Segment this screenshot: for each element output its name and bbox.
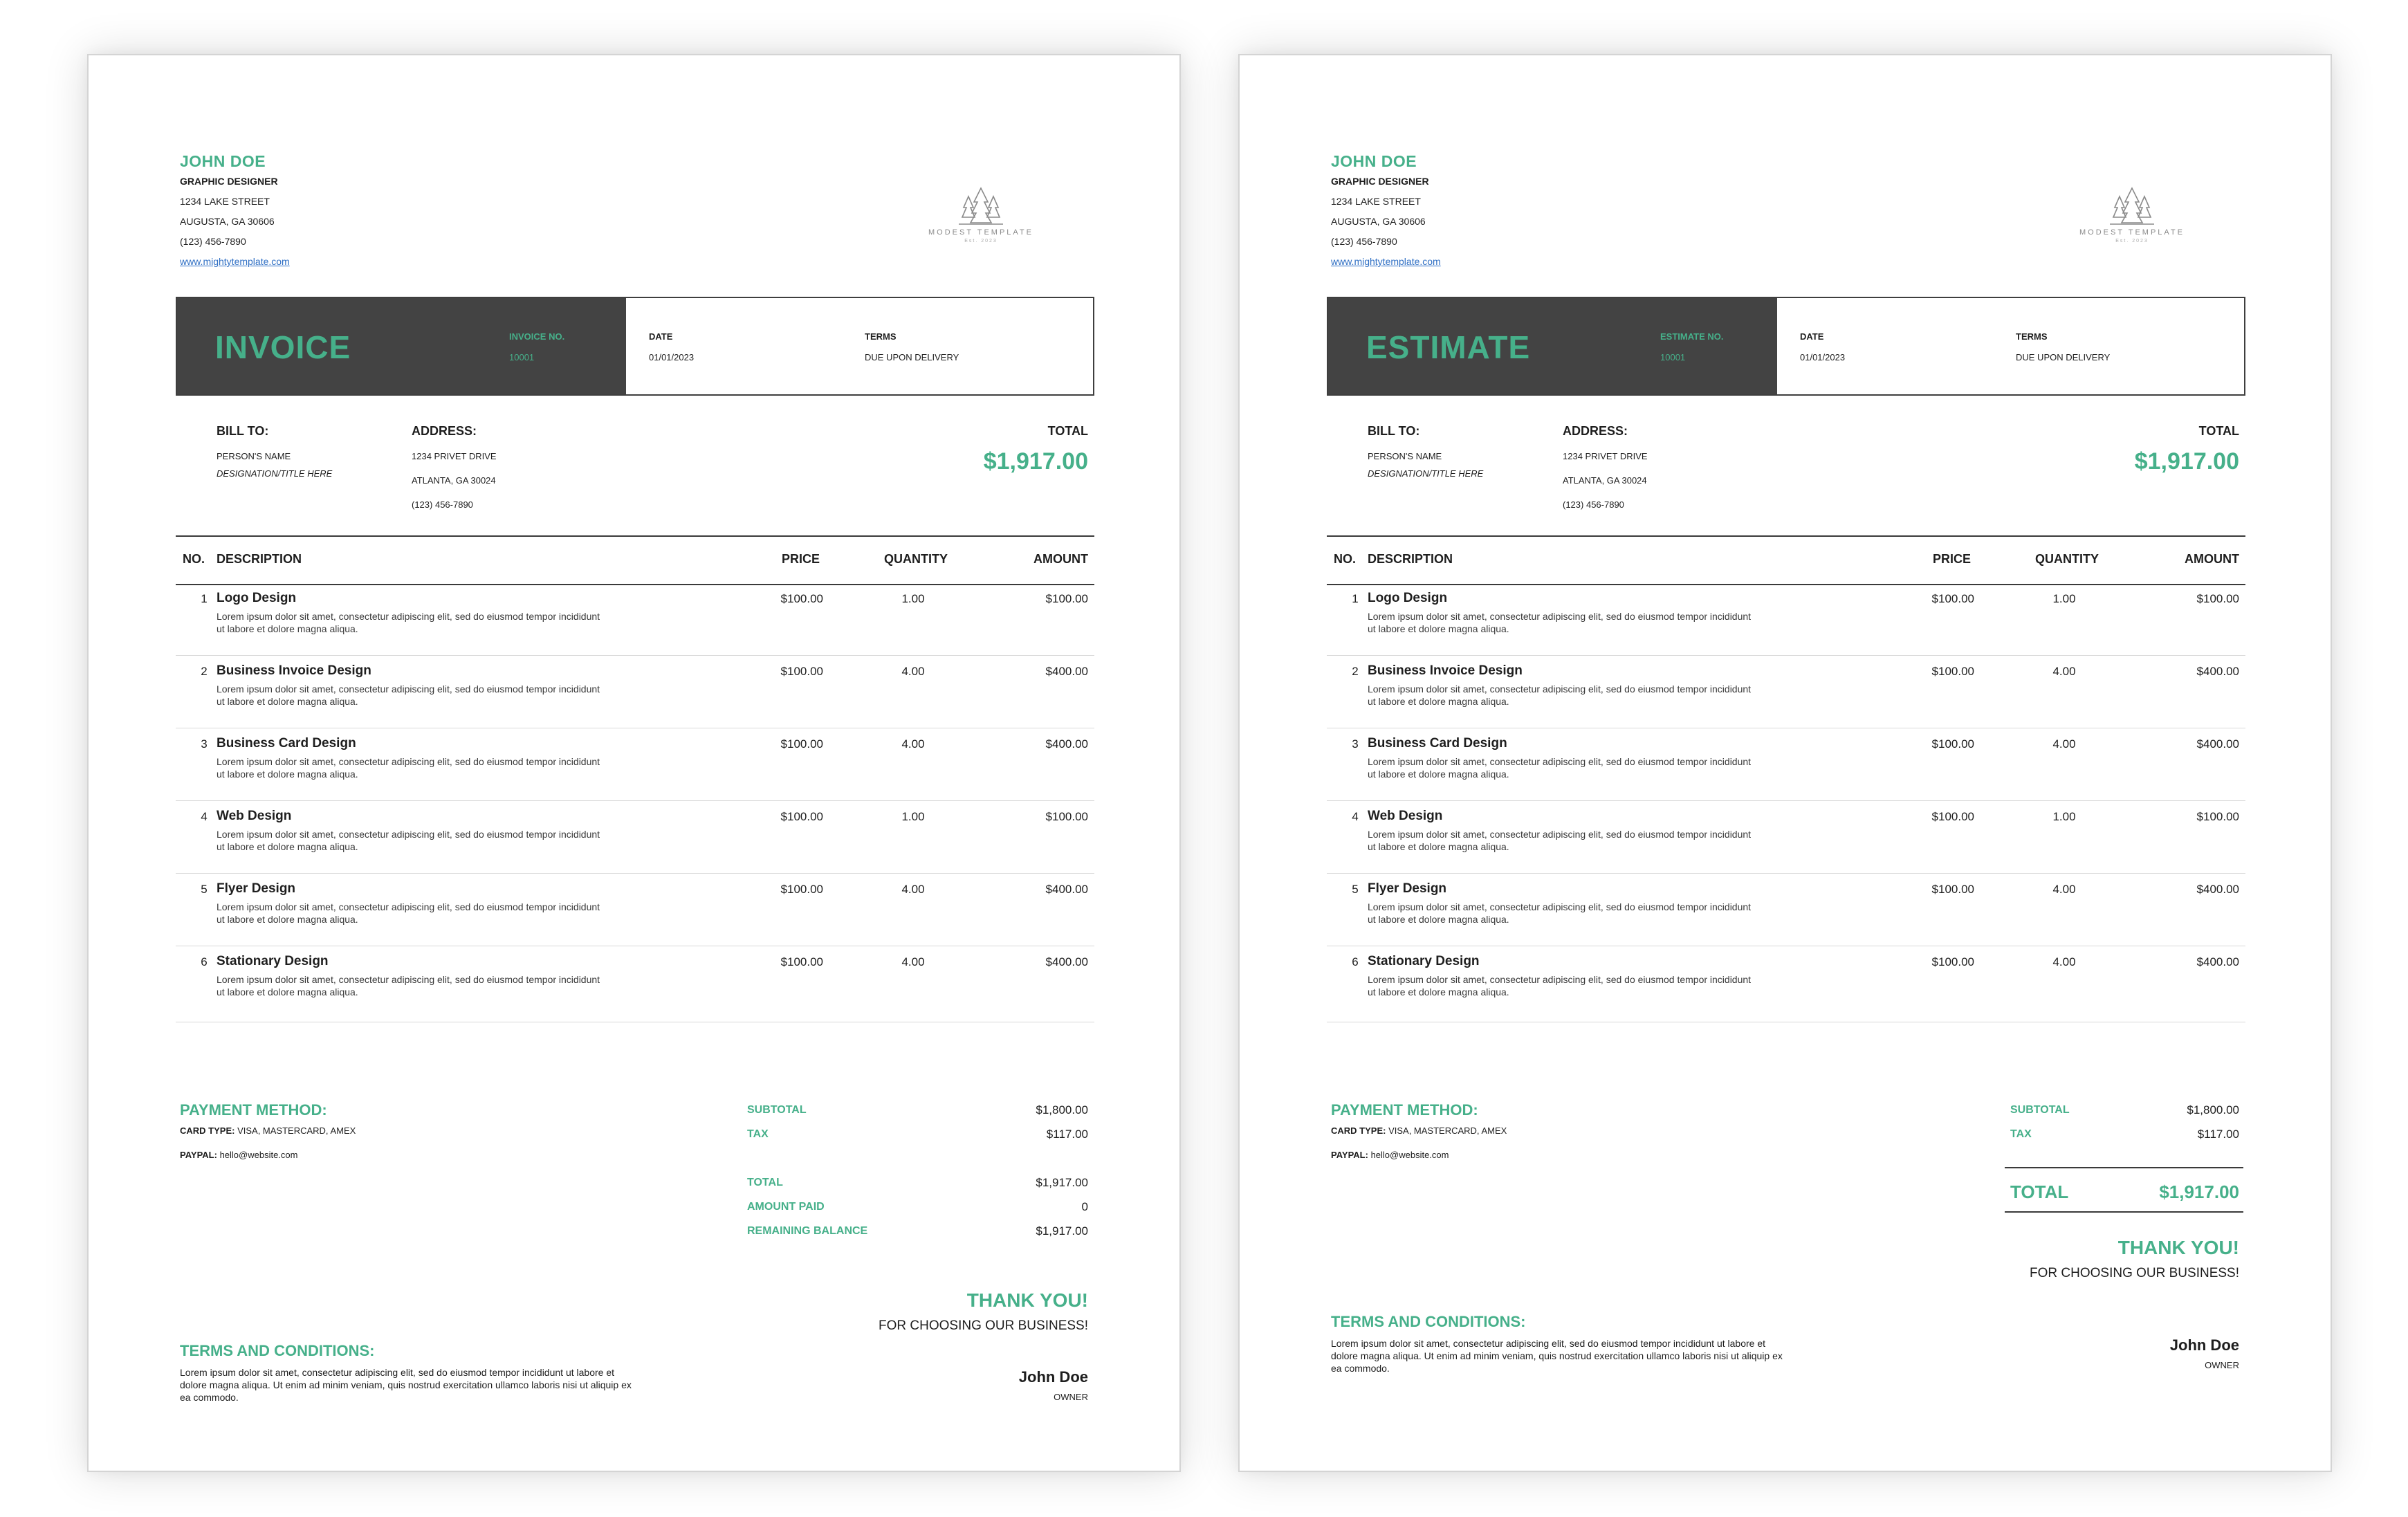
doc-title: ESTIMATE: [1366, 329, 1531, 365]
terms-title: TERMS AND CONDITIONS:: [180, 1342, 375, 1359]
logo-subtext: Est. 2023: [2115, 239, 2149, 243]
row-item-description: Lorem ipsum dolor sit amet, consectetur adipiscing elit, sed do eiusmod tempor incididunt ut labore et dolore magna aliqua.: [217, 974, 600, 997]
company-role: GRAPHIC DESIGNER: [180, 176, 278, 187]
invoice-number-label: INVOICE NO.: [509, 331, 565, 342]
row-item-name: Business Card Design: [217, 736, 356, 751]
row-price: $100.00: [1931, 592, 1974, 605]
card-type-label: CARD TYPE:: [180, 1125, 235, 1136]
date-label: DATE: [1800, 331, 1824, 342]
invoice-header-box: [176, 297, 1094, 396]
header-dark-panel: [177, 298, 626, 394]
row-quantity: 4.00: [2052, 737, 2076, 751]
row-item-name: Business Invoice Design: [217, 663, 371, 678]
amount-paid-label: AMOUNT PAID: [747, 1201, 825, 1213]
summary-total-value: $1,917.00: [1036, 1176, 1088, 1189]
bill-to-designation: DESIGNATION/TITLE HERE: [1368, 468, 1484, 479]
row-number: 4: [1352, 810, 1359, 823]
company-phone: (123) 456-7890: [1331, 236, 1397, 247]
row-quantity: 1.00: [2052, 592, 2076, 605]
bill-to-label: BILL TO:: [1368, 424, 1420, 438]
row-item-description: Lorem ipsum dolor sit amet, consectetur adipiscing elit, sed do eiusmod tempor incididunt ut labore et dolore magna aliqua.: [1368, 683, 1752, 707]
estimate-number-value: 10001: [1660, 352, 1686, 362]
row-number: 1: [1352, 592, 1359, 605]
row-amount: $100.00: [1045, 592, 1088, 605]
col-header-quantity: QUANTITY: [2035, 552, 2099, 566]
row-amount: $100.00: [1045, 810, 1088, 823]
row-item-description: Lorem ipsum dolor sit amet, consectetur adipiscing elit, sed do eiusmod tempor incididunt ut labore et dolore magna aliqua.: [1368, 901, 1752, 925]
row-item-name: Web Design: [1368, 809, 1443, 823]
header-dark-panel: [1328, 298, 1777, 394]
signature-name: John Doe: [2169, 1336, 2239, 1354]
row-number: 3: [201, 737, 208, 751]
company-street: 1234 LAKE STREET: [1331, 196, 1421, 207]
bill-to-person: PERSON'S NAME: [1368, 451, 1442, 461]
row-amount: $400.00: [1045, 665, 1088, 678]
row-price: $100.00: [1931, 810, 1974, 823]
row-amount: $100.00: [2196, 810, 2239, 823]
row-divider: [176, 873, 1094, 874]
pine-trees-icon: [953, 185, 1009, 226]
row-item-name: Logo Design: [217, 591, 297, 605]
row-price: $100.00: [1931, 665, 1974, 678]
row-amount: $400.00: [1045, 883, 1088, 896]
company-logo: [2073, 185, 2191, 255]
row-price: $100.00: [780, 665, 823, 678]
logo-text: MODEST TEMPLATE: [928, 228, 1033, 237]
total-value: $1,917.00: [2134, 448, 2239, 475]
company-website-link[interactable]: www.mightytemplate.com: [180, 256, 290, 267]
row-amount: $400.00: [1045, 737, 1088, 751]
estimate-number-label: ESTIMATE NO.: [1660, 331, 1724, 342]
bill-to-label: BILL TO:: [217, 424, 269, 438]
row-item-name: Flyer Design: [1368, 881, 1447, 896]
row-amount: $400.00: [2196, 883, 2239, 896]
row-number: 6: [201, 955, 208, 968]
row-item-description: Lorem ipsum dolor sit amet, consectetur adipiscing elit, sed do eiusmod tempor incididunt ut labore et dolore magna aliqua.: [1368, 974, 1752, 997]
row-divider: [176, 800, 1094, 801]
row-number: 6: [1352, 955, 1359, 968]
paypal-label: PAYPAL:: [180, 1150, 217, 1160]
row-quantity: 4.00: [901, 737, 925, 751]
row-quantity: 1.00: [901, 810, 925, 823]
company-logo: [922, 185, 1040, 255]
table-top-rule: [1327, 535, 2245, 537]
table-top-rule: [176, 535, 1094, 537]
row-number: 2: [1352, 665, 1359, 678]
address-label: ADDRESS:: [412, 424, 477, 438]
date-value: 01/01/2023: [1800, 352, 1846, 362]
row-item-description: Lorem ipsum dolor sit amet, consectetur adipiscing elit, sed do eiusmod tempor incididunt ut labore et dolore magna aliqua.: [1368, 756, 1752, 780]
row-quantity: 4.00: [2052, 883, 2076, 896]
paypal-value: hello@website.com: [219, 1150, 298, 1160]
row-quantity: 1.00: [901, 592, 925, 605]
row-item-name: Flyer Design: [217, 881, 296, 896]
terms-label: TERMS: [865, 331, 897, 342]
bill-to-designation: DESIGNATION/TITLE HERE: [217, 468, 333, 479]
estimate-page: [1238, 54, 2332, 1472]
payment-method-title: PAYMENT METHOD:: [180, 1101, 327, 1119]
col-header-no: NO.: [183, 552, 205, 566]
address-phone: (123) 456-7890: [412, 499, 473, 510]
col-header-quantity: QUANTITY: [884, 552, 948, 566]
row-price: $100.00: [780, 737, 823, 751]
card-type-value: VISA, MASTERCARD, AMEX: [1388, 1125, 1507, 1136]
pine-trees-icon: [2104, 185, 2160, 226]
tax-value: $117.00: [2197, 1128, 2239, 1141]
remaining-balance-value: $1,917.00: [1036, 1224, 1088, 1238]
payment-paypal-line: [1331, 1150, 1449, 1160]
estimate-header-box: [1327, 297, 2245, 396]
subtotal-value: $1,800.00: [1036, 1103, 1088, 1116]
summary-total-label: TOTAL: [747, 1177, 783, 1188]
row-amount: $400.00: [2196, 955, 2239, 968]
subtotal-value: $1,800.00: [2187, 1103, 2239, 1116]
row-price: $100.00: [780, 592, 823, 605]
col-header-no: NO.: [1334, 552, 1357, 566]
row-item-description: Lorem ipsum dolor sit amet, consectetur adipiscing elit, sed do eiusmod tempor incididunt ut labore et dolore magna aliqua.: [217, 683, 600, 707]
row-quantity: 4.00: [2052, 955, 2076, 968]
company-phone: (123) 456-7890: [180, 236, 246, 247]
row-item-name: Web Design: [217, 809, 292, 823]
payment-paypal-line: [180, 1150, 297, 1160]
row-divider: [1327, 873, 2245, 874]
row-price: $100.00: [1931, 955, 1974, 968]
row-number: 4: [201, 810, 208, 823]
logo-text: MODEST TEMPLATE: [2079, 228, 2185, 237]
col-header-amount: AMOUNT: [2185, 552, 2239, 566]
row-amount: $100.00: [2196, 592, 2239, 605]
row-quantity: 1.00: [2052, 810, 2076, 823]
address-line-1: 1234 PRIVET DRIVE: [1563, 451, 1648, 461]
terms-body: Lorem ipsum dolor sit amet, consectetur adipiscing elit, sed do eiusmod tempor incididunt ut labore et dolore magna aliqua. Ut enim ad minim veniam, quis nostrud exercitation ullamco laboris nisi ut aliquip ex ea commodo.: [1331, 1338, 1783, 1374]
terms-value: DUE UPON DELIVERY: [2016, 352, 2111, 362]
tax-label: TAX: [2010, 1128, 2032, 1140]
terms-value: DUE UPON DELIVERY: [865, 352, 959, 362]
row-divider: [1327, 655, 2245, 656]
col-header-description: DESCRIPTION: [1368, 552, 1453, 566]
amount-paid-value: 0: [1081, 1200, 1088, 1213]
summary-total-label: TOTAL: [2010, 1182, 2069, 1202]
remaining-balance-label: REMAINING BALANCE: [747, 1225, 868, 1237]
row-amount: $400.00: [2196, 737, 2239, 751]
company-street: 1234 LAKE STREET: [180, 196, 270, 207]
row-item-name: Stationary Design: [1368, 954, 1480, 968]
row-number: 3: [1352, 737, 1359, 751]
total-value: $1,917.00: [983, 448, 1088, 475]
row-item-description: Lorem ipsum dolor sit amet, consectetur adipiscing elit, sed do eiusmod tempor incididunt ut labore et dolore magna aliqua.: [1368, 611, 1752, 634]
invoice-number-value: 10001: [509, 352, 535, 362]
row-item-name: Stationary Design: [217, 954, 329, 968]
row-item-name: Business Invoice Design: [1368, 663, 1523, 678]
row-divider: [176, 655, 1094, 656]
address-line-1: 1234 PRIVET DRIVE: [412, 451, 497, 461]
row-item-description: Lorem ipsum dolor sit amet, consectetur adipiscing elit, sed do eiusmod tempor incididunt ut labore et dolore magna aliqua.: [217, 756, 600, 780]
paypal-label: PAYPAL:: [1331, 1150, 1368, 1160]
subtotal-label: SUBTOTAL: [747, 1104, 807, 1116]
row-quantity: 4.00: [901, 665, 925, 678]
row-quantity: 4.00: [2052, 665, 2076, 678]
company-city: AUGUSTA, GA 30606: [180, 216, 275, 227]
row-item-description: Lorem ipsum dolor sit amet, consectetur adipiscing elit, sed do eiusmod tempor incididunt ut labore et dolore magna aliqua.: [1368, 829, 1752, 852]
total-label: TOTAL: [2198, 424, 2239, 438]
row-number: 1: [201, 592, 208, 605]
row-item-description: Lorem ipsum dolor sit amet, consectetur adipiscing elit, sed do eiusmod tempor incididunt ut labore et dolore magna aliqua.: [217, 611, 600, 634]
tax-label: TAX: [747, 1128, 769, 1140]
row-price: $100.00: [780, 955, 823, 968]
row-item-description: Lorem ipsum dolor sit amet, consectetur adipiscing elit, sed do eiusmod tempor incididunt ut labore et dolore magna aliqua.: [217, 829, 600, 852]
row-number: 5: [201, 883, 208, 896]
doc-title: INVOICE: [215, 329, 351, 365]
col-header-price: PRICE: [1932, 552, 1971, 566]
col-header-description: DESCRIPTION: [217, 552, 302, 566]
tax-value: $117.00: [1046, 1128, 1088, 1141]
thank-you-title: THANK YOU!: [2117, 1237, 2239, 1258]
date-label: DATE: [649, 331, 673, 342]
col-header-price: PRICE: [781, 552, 820, 566]
bill-to-person: PERSON'S NAME: [217, 451, 291, 461]
row-amount: $400.00: [1045, 955, 1088, 968]
signature-role: OWNER: [1054, 1392, 1088, 1402]
date-value: 01/01/2023: [649, 352, 695, 362]
total-label: TOTAL: [1047, 424, 1088, 438]
paypal-value: hello@website.com: [1370, 1150, 1449, 1160]
invoice-page: [87, 54, 1181, 1472]
row-price: $100.00: [780, 883, 823, 896]
company-website-link[interactable]: www.mightytemplate.com: [1331, 256, 1441, 267]
terms-body: Lorem ipsum dolor sit amet, consectetur adipiscing elit, sed do eiusmod tempor incididunt ut labore et dolore magna aliqua. Ut enim ad minim veniam, quis nostrud exercitation ullamco laboris nisi ut aliquip ex ea commodo.: [180, 1367, 632, 1403]
company-role: GRAPHIC DESIGNER: [1331, 176, 1429, 187]
address-label: ADDRESS:: [1563, 424, 1628, 438]
payment-card-line: [1331, 1125, 1507, 1136]
summary-total-rule: [2005, 1167, 2243, 1168]
thank-you-title: THANK YOU!: [966, 1289, 1088, 1311]
row-price: $100.00: [1931, 883, 1974, 896]
card-type-value: VISA, MASTERCARD, AMEX: [237, 1125, 356, 1136]
thank-you-subtitle: FOR CHOOSING OUR BUSINESS!: [2030, 1266, 2239, 1280]
payment-card-line: [180, 1125, 356, 1136]
col-header-amount: AMOUNT: [1033, 552, 1088, 566]
row-price: $100.00: [780, 810, 823, 823]
signature-role: OWNER: [2205, 1360, 2239, 1370]
company-name: JOHN DOE: [180, 152, 266, 170]
logo-subtext: Est. 2023: [964, 239, 998, 243]
company-city: AUGUSTA, GA 30606: [1331, 216, 1426, 227]
row-item-description: Lorem ipsum dolor sit amet, consectetur adipiscing elit, sed do eiusmod tempor incididunt ut labore et dolore magna aliqua.: [217, 901, 600, 925]
address-phone: (123) 456-7890: [1563, 499, 1624, 510]
table-header-rule: [1327, 584, 2245, 585]
row-divider: [1327, 800, 2245, 801]
row-quantity: 4.00: [901, 883, 925, 896]
row-item-name: Business Card Design: [1368, 736, 1507, 751]
payment-method-title: PAYMENT METHOD:: [1331, 1101, 1478, 1119]
row-number: 2: [201, 665, 208, 678]
card-type-label: CARD TYPE:: [1331, 1125, 1386, 1136]
address-line-2: ATLANTA, GA 30024: [1563, 475, 1647, 486]
address-line-2: ATLANTA, GA 30024: [412, 475, 496, 486]
row-quantity: 4.00: [901, 955, 925, 968]
subtotal-label: SUBTOTAL: [2010, 1104, 2070, 1116]
terms-label: TERMS: [2016, 331, 2048, 342]
row-item-name: Logo Design: [1368, 591, 1448, 605]
summary-total-value: $1,917.00: [2159, 1182, 2239, 1202]
row-amount: $400.00: [2196, 665, 2239, 678]
table-header-rule: [176, 584, 1094, 585]
summary-bottom-rule: [2005, 1211, 2243, 1213]
thank-you-subtitle: FOR CHOOSING OUR BUSINESS!: [879, 1318, 1088, 1333]
signature-name: John Doe: [1018, 1368, 1088, 1386]
company-name: JOHN DOE: [1331, 152, 1417, 170]
terms-title: TERMS AND CONDITIONS:: [1331, 1313, 1526, 1330]
row-number: 5: [1352, 883, 1359, 896]
row-price: $100.00: [1931, 737, 1974, 751]
